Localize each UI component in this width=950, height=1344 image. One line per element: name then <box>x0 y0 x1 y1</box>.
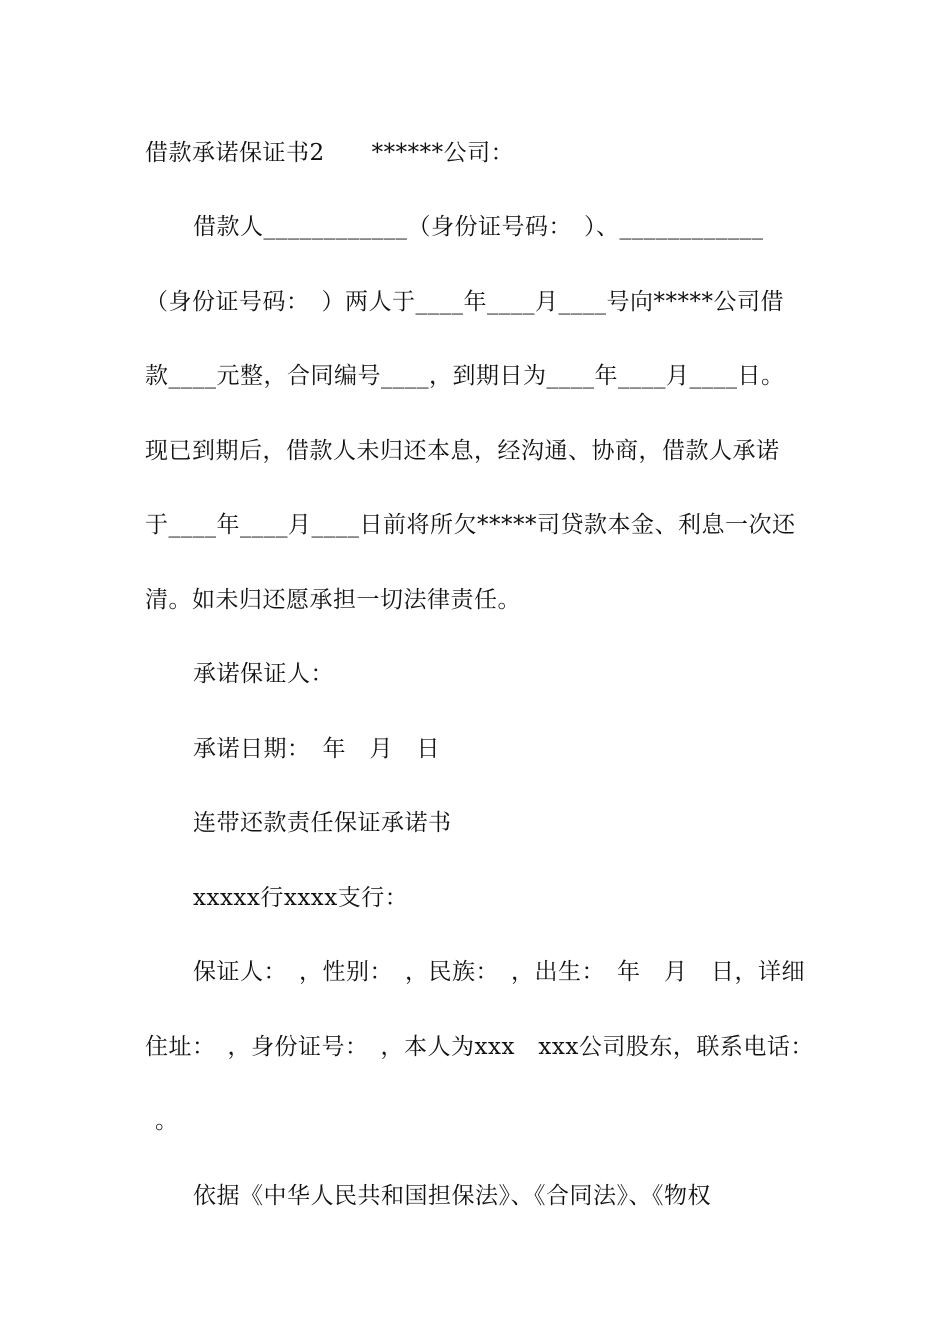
paragraph-line: 依据《中华人民共和国担保法》、《合同法》、《物权 <box>193 1183 711 1209</box>
paragraph-line: 。 <box>155 1108 179 1134</box>
paragraph-line: 于____年____月____日前将所欠*****司贷款本金、利息一次还 <box>145 512 796 538</box>
paragraph-line: 借款人____________（身份证号码： ）、____________ <box>193 214 764 240</box>
section-title: 连带还款责任保证承诺书 <box>193 810 452 836</box>
paragraph-line: 保证人： ，性别： ，民族： ，出生： 年 月 日，详细 <box>193 959 805 985</box>
promise-date-label: 承诺日期： 年 月 日 <box>193 736 440 762</box>
paragraph-line: 住址： ，身份证号： ，本人为xxx xxx公司股东，联系电话： <box>145 1034 814 1060</box>
document-title-line: 借款承诺保证书2 ******公司： <box>145 140 515 166</box>
paragraph-line: 款____元整，合同编号____，到期日为____年____月____日。 <box>145 363 785 389</box>
paragraph-line: 清。如未归还愿承担一切法律责任。 <box>145 587 521 613</box>
paragraph-line: （身份证号码： ）两人于____年____月____号向*****公司借 <box>145 289 784 315</box>
guarantor-label: 承诺保证人： <box>193 661 334 687</box>
paragraph-line: 现已到期后，借款人未归还本息，经沟通、协商，借款人承诺 <box>145 438 780 464</box>
addressee-line: xxxxx行xxxx支行： <box>193 885 409 911</box>
